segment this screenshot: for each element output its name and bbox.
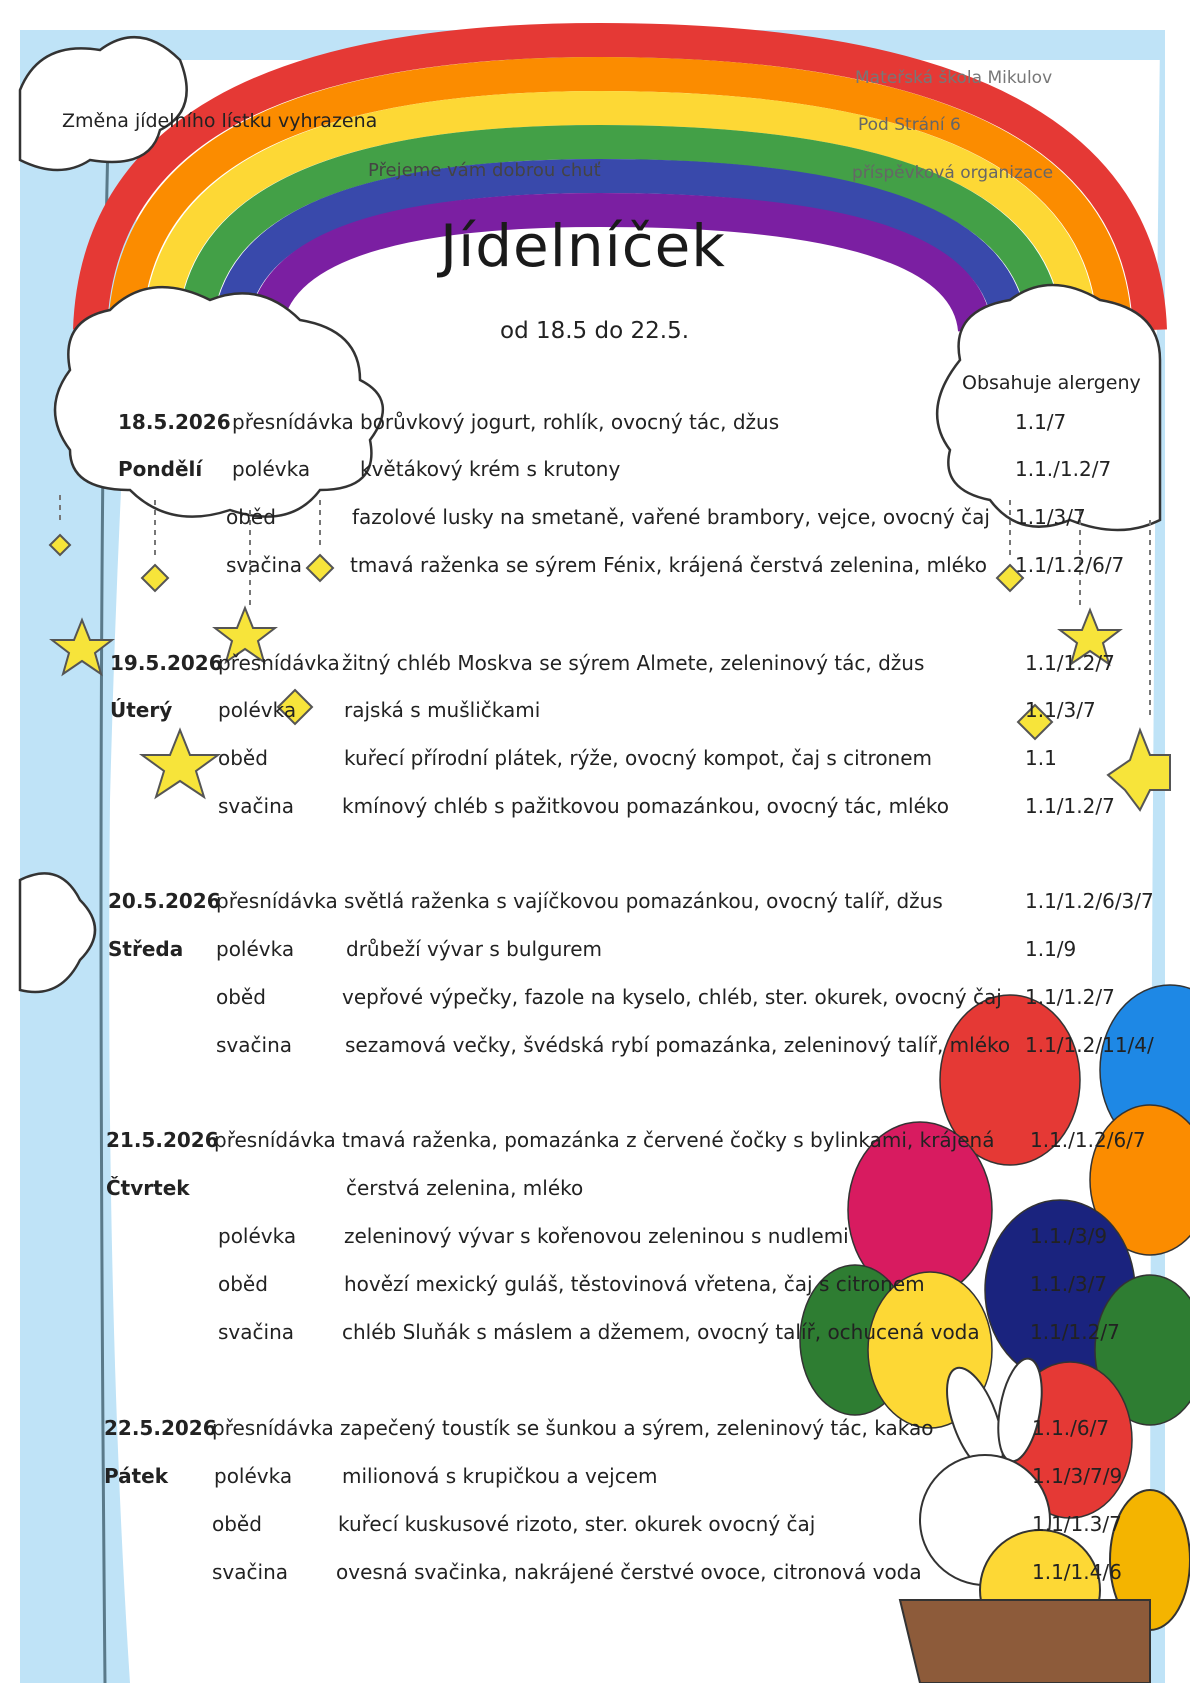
allergen-header: Obsahuje alergeny [962, 372, 1141, 394]
meal-food: kuřecí přírodní plátek, rýže, ovocný kompot, čaj s citronem [344, 746, 933, 770]
meal-type: oběd [226, 505, 276, 529]
meal-allergens: 1.1/1.2/11/4/ [1025, 1033, 1154, 1057]
meal-row [0, 746, 1160, 776]
meal-type: svačina [226, 553, 302, 577]
meal-row [0, 937, 1160, 967]
day-name: Středa [108, 937, 184, 961]
meal-type: oběd [218, 746, 268, 770]
meal-food: fazolové lusky na smetaně, vařené brambory, vejce, ovocný čaj [352, 505, 990, 529]
meal-type: oběd [212, 1512, 262, 1536]
meal-row [0, 794, 1160, 824]
meal-food: světlá raženka s vajíčkovou pomazánkou, ovocný talíř, džus [344, 889, 943, 913]
school-address: Pod Strání 6 [858, 115, 961, 135]
meal-type: polévka [218, 1224, 297, 1248]
meal-allergens: 1.1/9 [1025, 937, 1077, 961]
meal-row [0, 651, 1160, 681]
meal-allergens: 1.1/3/7 [1015, 505, 1086, 529]
meal-allergens: 1.1/1.2/7 [1025, 651, 1115, 675]
page-title: Jídelníček [440, 212, 726, 280]
meal-type: polévka [216, 937, 295, 961]
meal-allergens: 1.1/1.2/6/3/7 [1025, 889, 1154, 913]
date-range: od 18.5 do 22.5. [500, 318, 690, 344]
meal-type: přesnídávka [218, 651, 340, 675]
meal-row [0, 1416, 1160, 1446]
cloud-right [937, 285, 1160, 530]
meal-row [0, 1512, 1160, 1542]
meal-row [0, 410, 1160, 440]
meal-type: svačina [218, 794, 294, 818]
meal-type: polévka [214, 1464, 293, 1488]
school-name: Mateřská škola Mikulov [855, 68, 1053, 88]
meal-row [0, 1033, 1160, 1063]
meal-row [0, 698, 1160, 728]
meal-type: přesnídávka [232, 410, 354, 434]
meal-row [0, 985, 1160, 1015]
meal-food: sezamová večky, švédská rybí pomazánka, zeleninový talíř, mléko [345, 1033, 1011, 1057]
meal-allergens: 1.1./3/9 [1030, 1224, 1108, 1248]
meal-type: oběd [218, 1272, 268, 1296]
meal-food: kmínový chléb s pažitkovou pomazánkou, ovocný tác, mléko [342, 794, 950, 818]
meal-food: zeleninový vývar s kořenovou zeleninou s nudlemi [344, 1224, 849, 1248]
meal-food: chléb Sluňák s máslem a džemem, ovocný talíř, ochucená voda [342, 1320, 980, 1344]
meal-type: svačina [216, 1033, 292, 1057]
day-name: Pondělí [118, 457, 203, 481]
meal-allergens: 1.1./1.2/6/7 [1030, 1128, 1146, 1152]
day-date: 20.5.2026 [108, 889, 221, 913]
menu-change-note: Změna jídelního lístku vyhrazena [62, 110, 378, 132]
meal-allergens: 1.1/3/7/9 [1032, 1464, 1123, 1488]
meal-food: květákový krém s krutony [360, 457, 621, 481]
meal-type: svačina [218, 1320, 294, 1344]
meal-allergens: 1.1 [1025, 746, 1057, 770]
meal-food: drůbeží vývar s bulgurem [346, 937, 602, 961]
meal-allergens: 1.1./6/7 [1032, 1416, 1110, 1440]
meal-row [0, 889, 1160, 919]
day-date: 19.5.2026 [110, 651, 223, 675]
meal-row [0, 1176, 1160, 1206]
day-date: 22.5.2026 [104, 1416, 217, 1440]
meal-food: kuřecí kuskusové rizoto, ster. okurek ovocný čaj [338, 1512, 816, 1536]
meal-food-continued: čerstvá zelenina, mléko [346, 1176, 584, 1200]
day-name: Čtvrtek [106, 1176, 190, 1200]
meal-row [0, 457, 1160, 487]
meal-row [0, 1464, 1160, 1494]
meal-food: rajská s mušličkami [344, 698, 541, 722]
meal-allergens: 1.1./3/7 [1030, 1272, 1108, 1296]
meal-food: zapečený toustík se šunkou a sýrem, zeleninový tác, kakao [340, 1416, 934, 1440]
meal-allergens: 1.1/1.4/6 [1032, 1560, 1122, 1584]
meal-food: tmavá raženka, pomazánka z červené čočky s bylinkami, krájená [342, 1128, 995, 1152]
meal-row [0, 1128, 1160, 1158]
meal-type: přesnídávka [216, 889, 338, 913]
meal-row [0, 1224, 1160, 1254]
meal-row [0, 505, 1160, 535]
meal-allergens: 1.1/1.2/7 [1030, 1320, 1120, 1344]
meal-food: žitný chléb Moskva se sýrem Almete, zeleninový tác, džus [342, 651, 925, 675]
day-date: 21.5.2026 [106, 1128, 219, 1152]
organization-type: příspěvková organizace [852, 163, 1054, 183]
meal-type: oběd [216, 985, 266, 1009]
meal-type: polévka [232, 457, 311, 481]
meal-allergens: 1.1/7 [1015, 410, 1067, 434]
meal-type: přesnídávka [214, 1128, 336, 1152]
meal-food: milionová s krupičkou a vejcem [342, 1464, 658, 1488]
day-name: Úterý [110, 698, 173, 722]
meal-row [0, 1272, 1160, 1302]
meal-row [0, 1560, 1160, 1590]
meal-allergens: 1.1/1.2/7 [1025, 985, 1115, 1009]
meal-food: ovesná svačinka, nakrájené čerstvé ovoce, citronová voda [336, 1560, 922, 1584]
meal-allergens: 1.1/1.3/7 [1032, 1512, 1122, 1536]
meal-food: vepřové výpečky, fazole na kyselo, chléb, ster. okurek, ovocný čaj [342, 985, 1002, 1009]
meal-row [0, 1320, 1160, 1350]
day-name: Pátek [104, 1464, 169, 1488]
meal-allergens: 1.1./1.2/7 [1015, 457, 1112, 481]
meal-allergens: 1.1/1.2/7 [1025, 794, 1115, 818]
greeting: Přejeme vám dobrou chuť [368, 160, 601, 181]
meal-type: přesnídávka [212, 1416, 334, 1440]
day-date: 18.5.2026 [118, 410, 231, 434]
meal-food: borůvkový jogurt, rohlík, ovocný tác, džus [360, 410, 780, 434]
meal-allergens: 1.1/3/7 [1025, 698, 1096, 722]
meal-type: svačina [212, 1560, 288, 1584]
meal-type: polévka [218, 698, 297, 722]
meal-row [0, 553, 1160, 583]
meal-food: hovězí mexický guláš, těstovinová vřetena, čaj s citronem [344, 1272, 925, 1296]
meal-food: tmavá raženka se sýrem Fénix, krájená čerstvá zelenina, mléko [350, 553, 988, 577]
meal-allergens: 1.1/1.2/6/7 [1015, 553, 1125, 577]
